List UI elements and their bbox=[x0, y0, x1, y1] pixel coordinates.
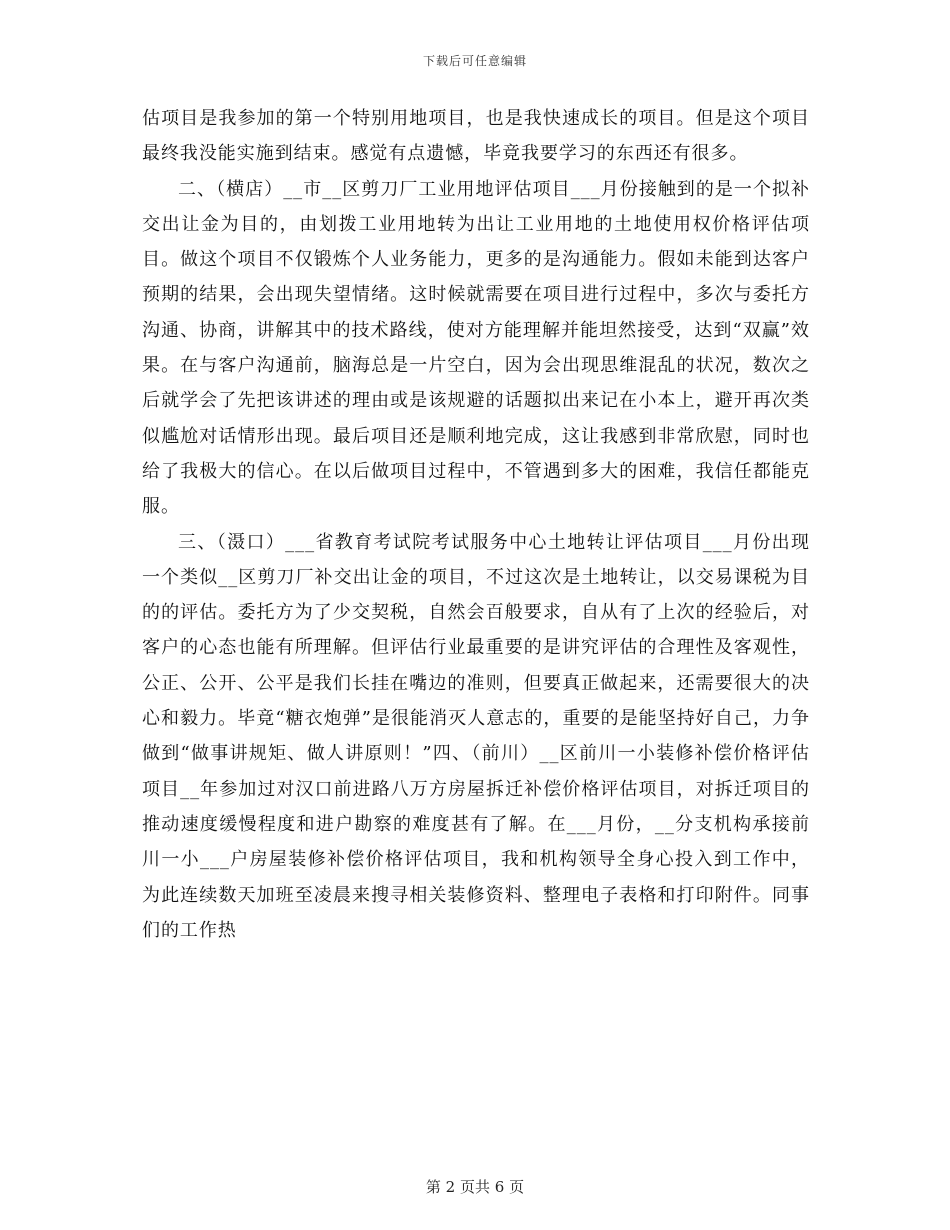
page-header: 下载后可任意编辑 bbox=[422, 54, 527, 68]
paragraph-section-three: 三、（滠口）___省教育考试院考试服务中心土地转让评估项目___月份出现一个类似__区剪刀厂补交出让金的项目，不过这次是土地转让，以交易课税为目的的评估。委托方为了少交契税，自然会百般要求，自从有了上次的经验后，对客户的心态也能有所理解。但评估行业最重要的是讲究评估的合理性及客观性，公正、公开、公平是我们长挂在嘴边的准则，但要真正做起来，还需要很大的决心和毅力。毕竟“糖衣炮弹”是很能消灭人意志的，重要的是能坚持好自己，力争做到“做事讲规矩、做人讲原则！”四、（前川）__区前川一小装修补偿价格评估项目__年参加过对汉口前进路八万方房屋拆迁补偿价格评估项目，对拆迁项目的推动速度缓慢程度和进户勘察的难度甚有了解。在___月份，__分支机构承接前川一小___户房屋装修补偿价格评估项目，我和机构领导全身心投入到工作中，为此连续数天加班至凌晨来搜寻相关装修资料、整理电子表格和打印附件。同事们的工作热 bbox=[142, 531, 810, 941]
page-number-footer: 第 2 页共 6 页 bbox=[425, 1178, 525, 1196]
document-body bbox=[142, 101, 810, 948]
paragraph-continuation: 估项目是我参加的第一个特别用地项目，也是我快速成长的项目。但是这个项目最终我没能实施到结束。感觉有点遗憾，毕竟我要学习的东西还有很多。 bbox=[142, 108, 810, 165]
paragraph-section-two: 二、（横店）__市__区剪刀厂工业用地评估项目___月份接触到的是一个拟补交出让金为目的，由划拨工业用地转为出让工业用地的土地使用权价格评估项目。做这个项目不仅锻炼个人业务能力，更多的是沟通能力。假如未能到达客户预期的结果，会出现失望情绪。这时候就需要在项目进行过程中，多次与委托方沟通、协商，讲解其中的技术路线，使对方能理解并能坦然接受，达到“双赢”效果。在与客户沟通前，脑海总是一片空白，因为会出现思维混乱的状况，数次之后就学会了先把该讲述的理由或是该规避的话题拟出来记在小本上，避开再次类似尴尬对话情形出现。最后项目还是顺利地完成，这让我感到非常欣慰，同时也给了我极大的信心。在以后做项目过程中，不管遇到多大的困难，我信任都能克服。 bbox=[142, 178, 810, 518]
